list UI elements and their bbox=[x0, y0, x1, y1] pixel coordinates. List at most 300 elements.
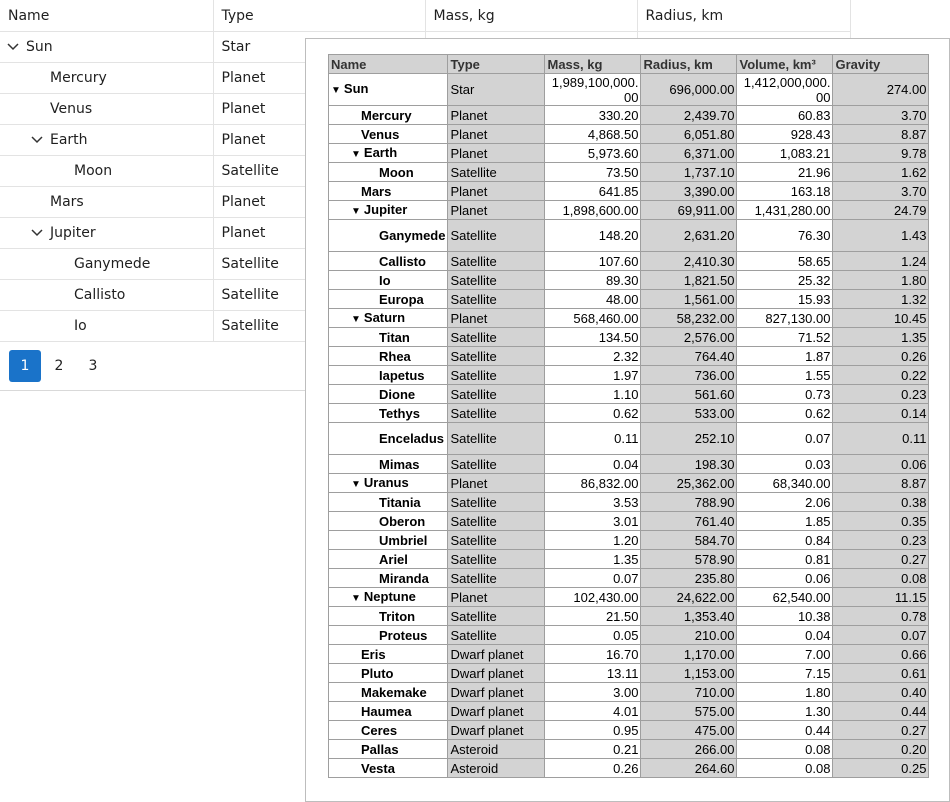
detail-name-text: Oberon bbox=[379, 513, 426, 529]
detail-type-cell: Satellite bbox=[448, 290, 545, 309]
detail-radius-cell: 2,410.30 bbox=[641, 252, 737, 271]
detail-row[interactable] bbox=[329, 106, 929, 125]
detail-volume-cell: 1.87 bbox=[737, 347, 833, 366]
detail-row[interactable] bbox=[329, 702, 929, 721]
tree-type-cell: Satellite bbox=[213, 249, 425, 280]
detail-volume-cell: 1,412,000,000.00 bbox=[737, 74, 833, 106]
detail-name-text: Pluto bbox=[361, 665, 394, 681]
detail-row[interactable] bbox=[329, 220, 929, 252]
detail-radius-cell: 1,561.00 bbox=[641, 290, 737, 309]
detail-row[interactable] bbox=[329, 626, 929, 645]
chevron-down-icon[interactable] bbox=[0, 39, 26, 55]
tree-type-cell: Satellite bbox=[213, 156, 425, 187]
detail-volume-cell: 1.55 bbox=[737, 366, 833, 385]
detail-gravity-cell: 0.38 bbox=[833, 493, 929, 512]
detail-mass-cell: 2.32 bbox=[545, 347, 641, 366]
tree-name-text: Mercury bbox=[50, 70, 107, 86]
pager bbox=[9, 350, 111, 382]
detail-mass-cell: 330.20 bbox=[545, 106, 641, 125]
detail-row[interactable] bbox=[329, 423, 929, 455]
detail-radius-cell: 3,390.00 bbox=[641, 182, 737, 201]
detail-type-cell: Satellite bbox=[448, 569, 545, 588]
detail-volume-cell: 60.83 bbox=[737, 106, 833, 125]
detail-row[interactable] bbox=[329, 347, 929, 366]
detail-name-text: Io bbox=[379, 272, 391, 288]
tree-name-cell bbox=[0, 32, 213, 63]
detail-type-cell: Satellite bbox=[448, 512, 545, 531]
detail-type-cell: Satellite bbox=[448, 271, 545, 290]
detail-gravity-cell: 0.27 bbox=[833, 550, 929, 569]
tree-name-cell bbox=[0, 156, 213, 187]
detail-name-cell bbox=[329, 683, 448, 702]
tree-name-cell bbox=[0, 280, 213, 311]
detail-mass-cell: 1.20 bbox=[545, 531, 641, 550]
detail-row[interactable] bbox=[329, 74, 929, 106]
detail-mass-cell: 0.62 bbox=[545, 404, 641, 423]
expand-caret-icon[interactable]: ▼ bbox=[331, 85, 341, 96]
detail-mass-cell: 48.00 bbox=[545, 290, 641, 309]
page-button-3[interactable]: 3 bbox=[88, 358, 98, 374]
detail-type-cell: Satellite bbox=[448, 455, 545, 474]
detail-name-cell bbox=[329, 106, 448, 125]
detail-radius-cell: 696,000.00 bbox=[641, 74, 737, 106]
detail-gravity-cell: 0.07 bbox=[833, 626, 929, 645]
detail-mass-cell: 73.50 bbox=[545, 163, 641, 182]
detail-column-header[interactable]: Name bbox=[329, 55, 448, 74]
detail-mass-cell: 13.11 bbox=[545, 664, 641, 683]
tree-name-text: Venus bbox=[50, 101, 93, 117]
detail-gravity-cell: 0.22 bbox=[833, 366, 929, 385]
detail-mass-cell: 89.30 bbox=[545, 271, 641, 290]
detail-gravity-cell: 1.24 bbox=[833, 252, 929, 271]
detail-mass-cell: 5,973.60 bbox=[545, 144, 641, 163]
detail-name-text: Ariel bbox=[379, 551, 408, 567]
detail-radius-cell: 2,631.20 bbox=[641, 220, 737, 252]
detail-gravity-cell: 0.61 bbox=[833, 664, 929, 683]
tree-type-cell: Satellite bbox=[213, 311, 425, 342]
detail-volume-cell: 21.96 bbox=[737, 163, 833, 182]
detail-mass-cell: 1.35 bbox=[545, 550, 641, 569]
detail-name-text: Dione bbox=[379, 386, 416, 402]
detail-type-cell: Satellite bbox=[448, 366, 545, 385]
detail-type-cell: Satellite bbox=[448, 531, 545, 550]
detail-mass-cell: 3.01 bbox=[545, 512, 641, 531]
detail-type-cell: Planet bbox=[448, 106, 545, 125]
detail-gravity-cell: 8.87 bbox=[833, 125, 929, 144]
detail-name-cell bbox=[329, 455, 448, 474]
chevron-down-icon[interactable] bbox=[24, 225, 50, 241]
detail-name-cell bbox=[329, 664, 448, 683]
detail-gravity-cell: 0.20 bbox=[833, 740, 929, 759]
detail-mass-cell: 568,460.00 bbox=[545, 309, 641, 328]
detail-name-text: Pallas bbox=[361, 741, 399, 757]
detail-row[interactable] bbox=[329, 607, 929, 626]
detail-name-cell bbox=[329, 144, 448, 163]
detail-mass-cell: 641.85 bbox=[545, 182, 641, 201]
detail-mass-cell: 148.20 bbox=[545, 220, 641, 252]
detail-mass-cell: 102,430.00 bbox=[545, 588, 641, 607]
detail-name-cell bbox=[329, 721, 448, 740]
detail-name-text: Miranda bbox=[379, 570, 429, 586]
detail-row[interactable] bbox=[329, 182, 929, 201]
detail-name-text: Callisto bbox=[379, 253, 426, 269]
detail-radius-cell: 1,821.50 bbox=[641, 271, 737, 290]
detail-type-cell: Asteroid bbox=[448, 740, 545, 759]
detail-column-header[interactable]: Mass, kg bbox=[545, 55, 641, 74]
detail-type-cell: Satellite bbox=[448, 328, 545, 347]
detail-name-cell bbox=[329, 404, 448, 423]
detail-gravity-cell: 11.15 bbox=[833, 588, 929, 607]
tree-name-text: Ganymede bbox=[74, 256, 151, 272]
detail-gravity-cell: 8.87 bbox=[833, 474, 929, 493]
detail-row[interactable] bbox=[329, 144, 929, 163]
detail-radius-cell: 764.40 bbox=[641, 347, 737, 366]
detail-row[interactable] bbox=[329, 645, 929, 664]
detail-row[interactable] bbox=[329, 163, 929, 182]
detail-mass-cell: 3.53 bbox=[545, 493, 641, 512]
detail-row[interactable] bbox=[329, 550, 929, 569]
detail-type-cell: Satellite bbox=[448, 163, 545, 182]
detail-gravity-cell: 1.35 bbox=[833, 328, 929, 347]
detail-mass-cell: 134.50 bbox=[545, 328, 641, 347]
detail-volume-cell: 7.00 bbox=[737, 645, 833, 664]
detail-type-cell: Planet bbox=[448, 182, 545, 201]
expand-caret-icon[interactable]: ▼ bbox=[351, 313, 361, 325]
detail-radius-cell: 198.30 bbox=[641, 455, 737, 474]
detail-mass-cell: 0.26 bbox=[545, 759, 641, 778]
detail-row[interactable] bbox=[329, 474, 929, 493]
detail-type-cell: Satellite bbox=[448, 220, 545, 252]
detail-row[interactable] bbox=[329, 588, 929, 607]
tree-name-text: Jupiter bbox=[50, 225, 96, 241]
expand-caret-icon[interactable]: ▼ bbox=[351, 148, 361, 160]
detail-row[interactable] bbox=[329, 271, 929, 290]
detail-name-cell bbox=[329, 309, 448, 328]
detail-name-text: Rhea bbox=[379, 348, 411, 364]
detail-gravity-cell: 10.45 bbox=[833, 309, 929, 328]
detail-gravity-cell: 0.08 bbox=[833, 569, 929, 588]
detail-gravity-cell: 24.79 bbox=[833, 201, 929, 220]
tree-name-text: Earth bbox=[50, 132, 88, 148]
detail-type-cell: Satellite bbox=[448, 607, 545, 626]
detail-name-text: Mimas bbox=[379, 456, 420, 472]
detail-row[interactable] bbox=[329, 531, 929, 550]
detail-volume-cell: 1,431,280.00 bbox=[737, 201, 833, 220]
detail-radius-cell: 58,232.00 bbox=[641, 309, 737, 328]
tree-name-cell bbox=[0, 187, 213, 218]
detail-name-text: Europa bbox=[379, 291, 424, 307]
tree-header-row bbox=[0, 0, 850, 32]
detail-row[interactable] bbox=[329, 493, 929, 512]
detail-name-text: Ceres bbox=[361, 722, 398, 738]
chevron-down-icon[interactable] bbox=[24, 132, 50, 148]
detail-type-cell: Satellite bbox=[448, 347, 545, 366]
detail-radius-cell: 1,737.10 bbox=[641, 163, 737, 182]
detail-mass-cell: 3.00 bbox=[545, 683, 641, 702]
detail-name-cell bbox=[329, 385, 448, 404]
detail-volume-cell: 0.81 bbox=[737, 550, 833, 569]
detail-column-header[interactable]: Gravity bbox=[833, 55, 929, 74]
tree-name-cell bbox=[0, 125, 213, 156]
detail-name-cell bbox=[329, 759, 448, 778]
tree-type-cell: Planet bbox=[213, 94, 425, 125]
detail-mass-cell: 4.01 bbox=[545, 702, 641, 721]
detail-name-cell bbox=[329, 588, 448, 607]
detail-name-text: Iapetus bbox=[379, 367, 425, 383]
tree-name-cell bbox=[0, 249, 213, 280]
detail-gravity-cell: 9.78 bbox=[833, 144, 929, 163]
tree-column-header[interactable]: Mass, kg bbox=[425, 0, 637, 32]
expand-caret-icon[interactable]: ▼ bbox=[351, 205, 361, 217]
detail-gravity-cell: 0.11 bbox=[833, 423, 929, 455]
detail-gravity-cell: 0.14 bbox=[833, 404, 929, 423]
tree-type-cell: Planet bbox=[213, 125, 425, 156]
tree-column-header[interactable]: Name bbox=[0, 0, 213, 32]
detail-radius-cell: 6,371.00 bbox=[641, 144, 737, 163]
detail-name-text: Titania bbox=[379, 494, 421, 510]
detail-name-text: Makemake bbox=[361, 684, 427, 700]
tree-name-text: Sun bbox=[26, 39, 53, 55]
detail-radius-cell: 475.00 bbox=[641, 721, 737, 740]
expand-caret-icon[interactable]: ▼ bbox=[351, 592, 361, 604]
detail-mass-cell: 1,989,100,000.00 bbox=[545, 74, 641, 106]
detail-type-cell: Dwarf planet bbox=[448, 702, 545, 721]
detail-name-cell bbox=[329, 182, 448, 201]
detail-mass-cell: 86,832.00 bbox=[545, 474, 641, 493]
detail-type-cell: Satellite bbox=[448, 252, 545, 271]
detail-name-cell bbox=[329, 125, 448, 144]
detail-gravity-cell: 3.70 bbox=[833, 106, 929, 125]
detail-name-cell bbox=[329, 163, 448, 182]
detail-name-cell bbox=[329, 366, 448, 385]
detail-name-cell bbox=[329, 550, 448, 569]
detail-name-text: Enceladus bbox=[379, 431, 445, 446]
tree-type-cell: Satellite bbox=[213, 280, 425, 311]
detail-radius-cell: 578.90 bbox=[641, 550, 737, 569]
detail-volume-cell: 76.30 bbox=[737, 220, 833, 252]
detail-radius-cell: 235.80 bbox=[641, 569, 737, 588]
tree-name-cell bbox=[0, 218, 213, 249]
detail-popup bbox=[305, 38, 950, 802]
detail-name-text: Neptune bbox=[363, 588, 416, 604]
detail-type-cell: Satellite bbox=[448, 404, 545, 423]
detail-mass-cell: 0.05 bbox=[545, 626, 641, 645]
detail-volume-cell: 1.85 bbox=[737, 512, 833, 531]
detail-table bbox=[328, 54, 929, 778]
detail-volume-cell: 25.32 bbox=[737, 271, 833, 290]
detail-radius-cell: 25,362.00 bbox=[641, 474, 737, 493]
detail-radius-cell: 1,353.40 bbox=[641, 607, 737, 626]
detail-volume-cell: 0.07 bbox=[737, 423, 833, 455]
detail-name-text: Uranus bbox=[363, 474, 409, 490]
detail-volume-cell: 0.03 bbox=[737, 455, 833, 474]
detail-name-text: Earth bbox=[363, 144, 398, 160]
detail-name-cell bbox=[329, 512, 448, 531]
detail-name-text: Vesta bbox=[361, 760, 395, 776]
detail-volume-cell: 0.04 bbox=[737, 626, 833, 645]
detail-type-cell: Planet bbox=[448, 309, 545, 328]
detail-mass-cell: 21.50 bbox=[545, 607, 641, 626]
detail-name-cell bbox=[329, 252, 448, 271]
detail-row[interactable] bbox=[329, 290, 929, 309]
detail-volume-cell: 827,130.00 bbox=[737, 309, 833, 328]
detail-name-text: Umbriel bbox=[379, 532, 428, 548]
detail-name-text: Venus bbox=[361, 126, 400, 142]
detail-row[interactable] bbox=[329, 759, 929, 778]
detail-row[interactable] bbox=[329, 252, 929, 271]
detail-volume-cell: 1.30 bbox=[737, 702, 833, 721]
detail-radius-cell: 533.00 bbox=[641, 404, 737, 423]
detail-mass-cell: 1.97 bbox=[545, 366, 641, 385]
tree-name-text: Moon bbox=[74, 163, 113, 179]
detail-type-cell: Dwarf planet bbox=[448, 645, 545, 664]
detail-name-cell bbox=[329, 423, 448, 455]
detail-row[interactable] bbox=[329, 512, 929, 531]
detail-name-cell bbox=[329, 740, 448, 759]
detail-gravity-cell: 0.78 bbox=[833, 607, 929, 626]
detail-radius-cell: 710.00 bbox=[641, 683, 737, 702]
detail-volume-cell: 71.52 bbox=[737, 328, 833, 347]
detail-gravity-cell: 0.35 bbox=[833, 512, 929, 531]
tree-type-cell: Star bbox=[213, 32, 425, 63]
detail-volume-cell: 15.93 bbox=[737, 290, 833, 309]
detail-radius-cell: 761.40 bbox=[641, 512, 737, 531]
detail-type-cell: Dwarf planet bbox=[448, 664, 545, 683]
detail-volume-cell: 62,540.00 bbox=[737, 588, 833, 607]
detail-volume-cell: 1,083.21 bbox=[737, 144, 833, 163]
detail-gravity-cell: 0.27 bbox=[833, 721, 929, 740]
detail-type-cell: Dwarf planet bbox=[448, 721, 545, 740]
detail-name-text: Mars bbox=[361, 183, 392, 199]
detail-mass-cell: 0.95 bbox=[545, 721, 641, 740]
detail-name-text: Tethys bbox=[379, 405, 420, 421]
detail-row[interactable] bbox=[329, 721, 929, 740]
detail-radius-cell: 1,170.00 bbox=[641, 645, 737, 664]
detail-name-cell bbox=[329, 347, 448, 366]
detail-name-cell bbox=[329, 474, 448, 493]
detail-name-text: Proteus bbox=[379, 627, 428, 643]
detail-gravity-cell: 274.00 bbox=[833, 74, 929, 106]
detail-column-header[interactable]: Radius, km bbox=[641, 55, 737, 74]
detail-radius-cell: 2,576.00 bbox=[641, 328, 737, 347]
tree-name-cell bbox=[0, 63, 213, 94]
tree-name-text: Callisto bbox=[74, 287, 126, 303]
detail-row[interactable] bbox=[329, 683, 929, 702]
tree-name-cell bbox=[0, 94, 213, 125]
detail-row[interactable] bbox=[329, 455, 929, 474]
detail-volume-cell: 928.43 bbox=[737, 125, 833, 144]
detail-mass-cell: 0.21 bbox=[545, 740, 641, 759]
detail-row[interactable] bbox=[329, 740, 929, 759]
detail-radius-cell: 6,051.80 bbox=[641, 125, 737, 144]
detail-volume-cell: 58.65 bbox=[737, 252, 833, 271]
detail-radius-cell: 788.90 bbox=[641, 493, 737, 512]
detail-row[interactable] bbox=[329, 366, 929, 385]
detail-mass-cell: 0.04 bbox=[545, 455, 641, 474]
detail-name-cell bbox=[329, 607, 448, 626]
detail-radius-cell: 575.00 bbox=[641, 702, 737, 721]
detail-name-text: Ganymede bbox=[379, 228, 446, 243]
detail-type-cell: Satellite bbox=[448, 423, 545, 455]
detail-row[interactable] bbox=[329, 309, 929, 328]
detail-gravity-cell: 0.44 bbox=[833, 702, 929, 721]
detail-row[interactable] bbox=[329, 201, 929, 220]
page-button-2[interactable]: 2 bbox=[54, 358, 64, 374]
detail-name-cell bbox=[329, 626, 448, 645]
detail-row[interactable] bbox=[329, 328, 929, 347]
detail-row[interactable] bbox=[329, 569, 929, 588]
detail-name-cell bbox=[329, 74, 448, 106]
detail-name-cell bbox=[329, 201, 448, 220]
detail-row[interactable] bbox=[329, 125, 929, 144]
detail-volume-cell: 163.18 bbox=[737, 182, 833, 201]
detail-name-cell bbox=[329, 645, 448, 664]
expand-caret-icon[interactable]: ▼ bbox=[351, 478, 361, 490]
detail-name-cell bbox=[329, 493, 448, 512]
detail-gravity-cell: 0.06 bbox=[833, 455, 929, 474]
detail-name-text: Triton bbox=[379, 608, 416, 624]
detail-gravity-cell: 0.25 bbox=[833, 759, 929, 778]
detail-volume-cell: 0.73 bbox=[737, 385, 833, 404]
detail-gravity-cell: 0.66 bbox=[833, 645, 929, 664]
detail-volume-cell: 2.06 bbox=[737, 493, 833, 512]
detail-type-cell: Planet bbox=[448, 201, 545, 220]
detail-gravity-cell: 1.62 bbox=[833, 163, 929, 182]
detail-header-row bbox=[329, 55, 929, 74]
tree-column-header[interactable]: Type bbox=[213, 0, 425, 32]
detail-mass-cell: 1,898,600.00 bbox=[545, 201, 641, 220]
tree-column-header[interactable]: Radius, km bbox=[637, 0, 850, 32]
detail-volume-cell: 0.62 bbox=[737, 404, 833, 423]
detail-volume-cell: 68,340.00 bbox=[737, 474, 833, 493]
detail-name-cell bbox=[329, 531, 448, 550]
detail-name-cell bbox=[329, 328, 448, 347]
detail-column-header[interactable]: Volume, km³ bbox=[737, 55, 833, 74]
detail-type-cell: Dwarf planet bbox=[448, 683, 545, 702]
detail-name-cell bbox=[329, 569, 448, 588]
detail-name-cell bbox=[329, 702, 448, 721]
detail-gravity-cell: 0.26 bbox=[833, 347, 929, 366]
tree-name-cell bbox=[0, 311, 213, 342]
detail-name-text: Haumea bbox=[361, 703, 412, 719]
detail-volume-cell: 0.08 bbox=[737, 759, 833, 778]
tree-type-cell: Planet bbox=[213, 63, 425, 94]
detail-row[interactable] bbox=[329, 385, 929, 404]
detail-radius-cell: 264.60 bbox=[641, 759, 737, 778]
detail-name-text: Sun bbox=[343, 81, 369, 96]
detail-mass-cell: 1.10 bbox=[545, 385, 641, 404]
tree-type-cell: Planet bbox=[213, 218, 425, 249]
detail-type-cell: Satellite bbox=[448, 385, 545, 404]
detail-type-cell: Asteroid bbox=[448, 759, 545, 778]
detail-gravity-cell: 0.23 bbox=[833, 531, 929, 550]
detail-name-text: Jupiter bbox=[363, 201, 408, 217]
detail-gravity-cell: 1.32 bbox=[833, 290, 929, 309]
detail-gravity-cell: 1.80 bbox=[833, 271, 929, 290]
detail-column-header[interactable]: Type bbox=[448, 55, 545, 74]
tree-name-text: Mars bbox=[50, 194, 84, 210]
detail-type-cell: Planet bbox=[448, 474, 545, 493]
detail-mass-cell: 107.60 bbox=[545, 252, 641, 271]
detail-gravity-cell: 0.40 bbox=[833, 683, 929, 702]
tree-name-text: Io bbox=[74, 318, 87, 334]
tree-type-cell: Planet bbox=[213, 187, 425, 218]
detail-row[interactable] bbox=[329, 404, 929, 423]
detail-radius-cell: 736.00 bbox=[641, 366, 737, 385]
detail-row[interactable] bbox=[329, 664, 929, 683]
detail-name-cell bbox=[329, 290, 448, 309]
page-button-1[interactable]: 1 bbox=[9, 350, 41, 382]
